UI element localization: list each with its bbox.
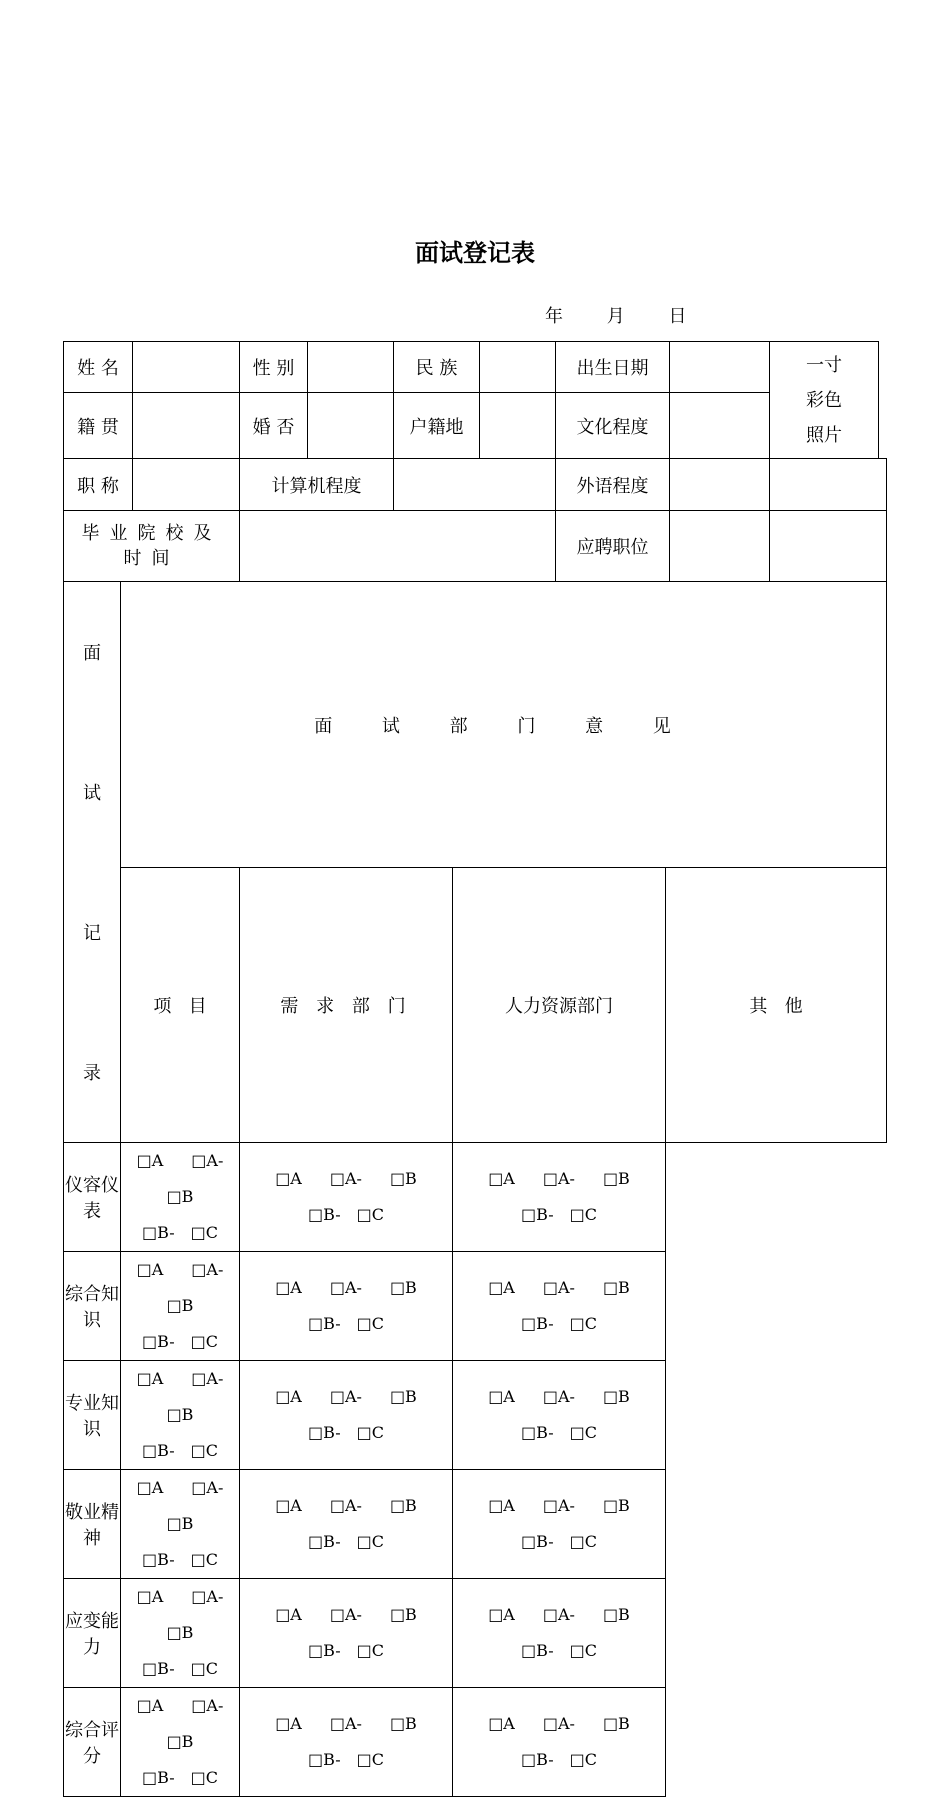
rating-option-checkbox[interactable]: □A- xyxy=(329,1387,362,1406)
rating-option-checkbox[interactable]: □A xyxy=(275,1278,302,1297)
rating-option-checkbox[interactable]: □A- xyxy=(329,1605,362,1624)
interview-row-label: 应变能力 xyxy=(64,1579,121,1688)
col-demand-header: 需 求 部 门 xyxy=(240,868,453,1143)
rating-option-checkbox[interactable]: □A xyxy=(488,1605,515,1624)
rating-option-checkbox[interactable]: □A xyxy=(488,1387,515,1406)
rating-option-checkbox[interactable]: □A- xyxy=(191,1369,224,1388)
rating-option-checkbox[interactable]: □B- xyxy=(142,1768,175,1787)
rating-option-checkbox[interactable]: □B- xyxy=(308,1423,341,1442)
date-year-label: 年 xyxy=(545,306,563,327)
rating-cell-hr xyxy=(240,1470,453,1579)
school-label xyxy=(64,511,240,582)
col-hr-header: 人力资源部门 xyxy=(453,868,666,1143)
gender-field[interactable] xyxy=(308,342,394,393)
rating-option-checkbox[interactable]: □C xyxy=(190,1223,218,1242)
rating-option-checkbox[interactable]: □C xyxy=(356,1750,384,1769)
rating-option-checkbox[interactable]: □B xyxy=(389,1387,417,1406)
rating-option-checkbox[interactable]: □B- xyxy=(308,1641,341,1660)
rating-option-checkbox[interactable]: □A xyxy=(136,1260,164,1279)
rating-cell-hr xyxy=(240,1361,453,1470)
interview-row xyxy=(64,1688,887,1797)
rating-option-checkbox[interactable]: □B xyxy=(389,1496,417,1515)
rating-option-checkbox[interactable]: □C xyxy=(356,1641,384,1660)
rating-option-checkbox[interactable]: □A- xyxy=(542,1169,575,1188)
photo-line-2: 彩色 xyxy=(806,389,842,411)
interview-row-label: 敬业精神 xyxy=(64,1470,121,1579)
gender-label: 性 别 xyxy=(240,342,308,393)
interview-row-label: 综合知识 xyxy=(64,1252,121,1361)
rating-option-checkbox[interactable]: □B xyxy=(389,1714,417,1733)
native-label: 籍 贯 xyxy=(64,393,133,459)
marital-field[interactable] xyxy=(308,393,394,459)
household-label: 户籍地 xyxy=(394,393,480,459)
rating-option-checkbox[interactable]: □A xyxy=(136,1587,164,1606)
rating-option-checkbox[interactable]: □C xyxy=(190,1441,218,1460)
rating-cell-hr xyxy=(240,1143,453,1252)
rating-option-checkbox[interactable]: □B- xyxy=(142,1223,175,1242)
rating-option-checkbox[interactable]: □A- xyxy=(191,1151,224,1170)
school-field[interactable] xyxy=(240,511,556,582)
rating-option-checkbox[interactable]: □C xyxy=(569,1423,597,1442)
rating-option-checkbox[interactable]: □C xyxy=(356,1532,384,1551)
rating-cell-other xyxy=(453,1143,666,1252)
rating-option-checkbox[interactable]: □B- xyxy=(521,1750,554,1769)
rating-cell-other xyxy=(453,1688,666,1797)
rating-cell-demand xyxy=(121,1579,240,1688)
interview-row xyxy=(64,1252,887,1361)
ethnicity-label: 民 族 xyxy=(394,342,480,393)
birth-field[interactable] xyxy=(670,342,770,393)
rating-option-checkbox[interactable]: □C xyxy=(190,1768,218,1787)
rating-option-checkbox[interactable]: □B- xyxy=(142,1550,175,1569)
rating-option-checkbox[interactable]: □B- xyxy=(521,1314,554,1333)
rating-option-checkbox[interactable]: □B- xyxy=(521,1641,554,1660)
rating-option-checkbox[interactable]: □B xyxy=(389,1278,417,1297)
rating-option-checkbox[interactable]: □B- xyxy=(308,1532,341,1551)
photo-line-1: 一寸 xyxy=(806,354,842,376)
rating-option-checkbox[interactable]: □B- xyxy=(308,1750,341,1769)
side-char-1: 面 xyxy=(83,643,101,664)
rating-option-checkbox[interactable]: □B xyxy=(602,1496,630,1515)
rating-option-checkbox[interactable]: □B xyxy=(602,1278,630,1297)
rating-cell-other xyxy=(453,1470,666,1579)
side-char-2: 试 xyxy=(83,783,101,804)
side-char-4: 录 xyxy=(83,1063,101,1084)
date-line xyxy=(545,304,686,330)
rating-option-checkbox[interactable]: □A xyxy=(275,1714,302,1733)
rating-option-checkbox[interactable]: □A xyxy=(275,1605,302,1624)
language-field[interactable] xyxy=(670,459,770,511)
photo-box[interactable] xyxy=(770,342,879,459)
rating-option-checkbox[interactable]: □C xyxy=(569,1314,597,1333)
interview-side-label xyxy=(64,582,121,1143)
rating-option-checkbox[interactable]: □C xyxy=(190,1332,218,1351)
interview-row-label: 综合评分 xyxy=(64,1688,121,1797)
col-other-header: 其 他 xyxy=(666,868,887,1143)
rating-cell-hr xyxy=(240,1579,453,1688)
rating-option-checkbox[interactable]: □B xyxy=(602,1169,630,1188)
rating-option-checkbox[interactable]: □A- xyxy=(191,1696,224,1715)
col-item-header: 项 目 xyxy=(121,868,240,1143)
rating-option-checkbox[interactable]: □A xyxy=(275,1387,302,1406)
rating-cell-other xyxy=(453,1361,666,1470)
position-label: 应聘职位 xyxy=(556,511,670,582)
section-header: 面 试 部 门 意 见 xyxy=(121,582,887,868)
rating-option-checkbox[interactable]: □B- xyxy=(308,1314,341,1333)
education-field[interactable] xyxy=(670,393,770,459)
page-title: 面试登记表 xyxy=(415,239,535,267)
interview-row xyxy=(64,1470,887,1579)
rating-option-checkbox[interactable]: □C xyxy=(356,1423,384,1442)
title-label: 职 称 xyxy=(64,459,133,511)
rating-option-checkbox[interactable]: □B- xyxy=(142,1659,175,1678)
school-label-text: 毕业院校及时间 xyxy=(81,523,222,569)
birth-label: 出生日期 xyxy=(556,342,670,393)
interview-table xyxy=(63,581,887,1797)
rating-option-checkbox[interactable]: □A- xyxy=(329,1714,362,1733)
extra-field-2[interactable] xyxy=(770,511,887,582)
name-label: 姓 名 xyxy=(64,342,133,393)
rating-option-checkbox[interactable]: □B xyxy=(166,1187,194,1206)
rating-cell-demand xyxy=(121,1688,240,1797)
rating-option-checkbox[interactable]: □A- xyxy=(542,1714,575,1733)
rating-option-checkbox[interactable]: □B xyxy=(166,1732,194,1751)
rating-option-checkbox[interactable]: □C xyxy=(356,1314,384,1333)
rating-option-checkbox[interactable]: □A- xyxy=(329,1169,362,1188)
rating-option-checkbox[interactable]: □B xyxy=(389,1169,417,1188)
rating-option-checkbox[interactable]: □B xyxy=(166,1296,194,1315)
rating-option-checkbox[interactable]: □B xyxy=(166,1514,194,1533)
side-char-3: 记 xyxy=(83,923,101,944)
interview-row xyxy=(64,1361,887,1470)
interview-row xyxy=(64,1143,887,1252)
rating-cell-demand xyxy=(121,1252,240,1361)
rating-option-checkbox[interactable]: □B- xyxy=(521,1423,554,1442)
rating-option-checkbox[interactable]: □A xyxy=(488,1714,515,1733)
marital-label: 婚 否 xyxy=(240,393,308,459)
rating-option-checkbox[interactable]: □B- xyxy=(142,1441,175,1460)
rating-option-checkbox[interactable]: □C xyxy=(569,1532,597,1551)
rating-option-checkbox[interactable]: □A xyxy=(275,1169,302,1188)
position-field[interactable] xyxy=(670,511,770,582)
rating-option-checkbox[interactable]: □C xyxy=(569,1641,597,1660)
rating-option-checkbox[interactable]: □A- xyxy=(542,1278,575,1297)
interview-row-label: 专业知识 xyxy=(64,1361,121,1470)
rating-option-checkbox[interactable]: □A xyxy=(136,1151,164,1170)
native-field[interactable] xyxy=(133,393,240,459)
basic-info-table xyxy=(63,341,887,582)
rating-option-checkbox[interactable]: □B xyxy=(389,1605,417,1624)
rating-option-checkbox[interactable]: □A- xyxy=(191,1260,224,1279)
name-field[interactable] xyxy=(133,342,240,393)
rating-option-checkbox[interactable]: □B- xyxy=(142,1332,175,1351)
interview-row xyxy=(64,1579,887,1688)
rating-option-checkbox[interactable]: □B- xyxy=(308,1205,341,1224)
rating-option-checkbox[interactable]: □B xyxy=(602,1605,630,1624)
rating-option-checkbox[interactable]: □A- xyxy=(191,1478,224,1497)
rating-cell-demand xyxy=(121,1143,240,1252)
rating-option-checkbox[interactable]: □A- xyxy=(191,1587,224,1606)
rating-option-checkbox[interactable]: □A xyxy=(488,1169,515,1188)
rating-option-checkbox[interactable]: □B- xyxy=(521,1532,554,1551)
date-month-label: 月 xyxy=(606,306,625,327)
rating-cell-hr xyxy=(240,1688,453,1797)
rating-option-checkbox[interactable]: □C xyxy=(569,1205,597,1224)
rating-option-checkbox[interactable]: □A xyxy=(136,1696,164,1715)
rating-option-checkbox[interactable]: □B xyxy=(166,1405,194,1424)
rating-option-checkbox[interactable]: □C xyxy=(569,1750,597,1769)
title-field[interactable] xyxy=(133,459,240,511)
rating-option-checkbox[interactable]: □A- xyxy=(329,1278,362,1297)
rating-option-checkbox[interactable]: □A xyxy=(488,1278,515,1297)
computer-field[interactable] xyxy=(394,459,556,511)
rating-option-checkbox[interactable]: □B xyxy=(602,1714,630,1733)
date-day-label: 日 xyxy=(668,306,687,327)
rating-cell-hr xyxy=(240,1252,453,1361)
rating-option-checkbox[interactable]: □A- xyxy=(542,1387,575,1406)
rating-option-checkbox[interactable]: □A xyxy=(275,1496,302,1515)
education-label: 文化程度 xyxy=(556,393,670,459)
language-label: 外语程度 xyxy=(556,459,670,511)
rating-cell-demand xyxy=(121,1470,240,1579)
rating-option-checkbox[interactable]: □A xyxy=(136,1478,164,1497)
rating-option-checkbox[interactable]: □A xyxy=(136,1369,164,1388)
extra-field-1[interactable] xyxy=(770,459,887,511)
rating-option-checkbox[interactable]: □C xyxy=(190,1659,218,1678)
household-field[interactable] xyxy=(480,393,556,459)
interview-row-label: 仪容仪表 xyxy=(64,1143,121,1252)
ethnicity-field[interactable] xyxy=(480,342,556,393)
photo-line-3: 照片 xyxy=(806,424,842,446)
rating-cell-demand xyxy=(121,1361,240,1470)
computer-label: 计算机程度 xyxy=(240,459,394,511)
rating-option-checkbox[interactable]: □B- xyxy=(521,1205,554,1224)
rating-option-checkbox[interactable]: □A xyxy=(488,1496,515,1515)
rating-option-checkbox[interactable]: □A- xyxy=(329,1496,362,1515)
rating-option-checkbox[interactable]: □C xyxy=(356,1205,384,1224)
rating-cell-other xyxy=(453,1579,666,1688)
rating-option-checkbox[interactable]: □A- xyxy=(542,1605,575,1624)
rating-option-checkbox[interactable]: □B xyxy=(602,1387,630,1406)
rating-option-checkbox[interactable]: □C xyxy=(190,1550,218,1569)
rating-option-checkbox[interactable]: □B xyxy=(166,1623,194,1642)
rating-cell-other xyxy=(453,1252,666,1361)
rating-option-checkbox[interactable]: □A- xyxy=(542,1496,575,1515)
